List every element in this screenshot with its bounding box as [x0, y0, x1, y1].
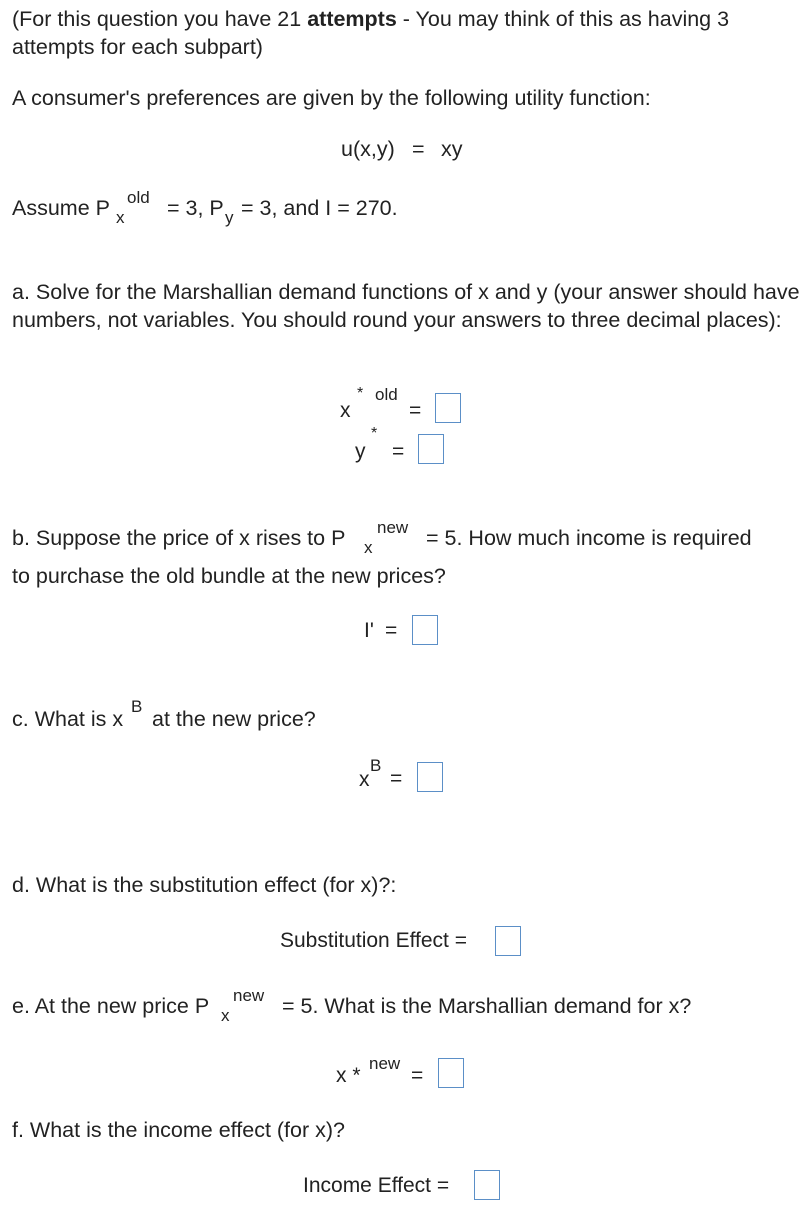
substitution-effect-input[interactable]	[495, 926, 521, 956]
part-a-x-equals: =	[409, 399, 422, 422]
intro-bold: attempts	[307, 7, 397, 31]
part-e-sup: new	[233, 986, 265, 1005]
x-star-old-input[interactable]	[435, 393, 461, 423]
part-a-text-content: a. Solve for the Marshallian demand functions of x and y (your answer should have numbers, not variables. You should round your answers to three decimal places):	[12, 280, 800, 332]
part-e-answer-equals: =	[411, 1064, 424, 1087]
part-e-text-2: = 5. What is the Marshallian demand for x?	[282, 994, 692, 1018]
part-e-answer-sup: new	[369, 1054, 401, 1073]
part-c-answer-symbol: x	[359, 768, 370, 791]
part-b-text-1: b. Suppose the price of x rises to P	[12, 526, 346, 550]
assume-px-sub: x	[116, 208, 125, 227]
part-e-sub: x	[221, 1006, 230, 1025]
part-c-answer-equals: =	[390, 767, 403, 790]
part-a-y-equals: =	[392, 440, 405, 463]
part-a-text	[12, 278, 802, 334]
intro-prefix: (For this question you have 21	[12, 7, 308, 31]
preferences-text: A consumer's preferences are given by the following utility function:	[12, 86, 651, 110]
part-b-answer-symbol: I'	[364, 619, 374, 642]
part-b-text-2: = 5. How much income is required	[426, 526, 752, 550]
utility-equals: =	[412, 137, 425, 161]
y-star-input[interactable]	[418, 434, 444, 464]
part-c-text-1: c. What is x	[12, 707, 124, 731]
part-f-text: f. What is the income effect (for x)?	[12, 1118, 345, 1142]
part-a-x-symbol: x	[340, 399, 351, 422]
part-a-y-star: *	[371, 425, 378, 442]
part-b-text-3: to purchase the old bundle at the new prices?	[12, 564, 446, 588]
part-e-text-1: e. At the new price P	[12, 994, 210, 1018]
part-c-answer-sup: B	[370, 756, 382, 775]
part-e-answer-symbol: x *	[336, 1064, 361, 1087]
part-a-y-symbol: y	[355, 440, 366, 463]
part-b-sub: x	[364, 538, 373, 557]
part-c-sup: B	[131, 697, 143, 716]
income-effect-input[interactable]	[474, 1170, 500, 1200]
x-star-new-input[interactable]	[438, 1058, 464, 1088]
part-a-x-star: *	[357, 385, 364, 402]
intro-text	[12, 5, 792, 61]
x-b-input[interactable]	[417, 762, 443, 792]
substitution-effect-label: Substitution Effect =	[280, 929, 467, 952]
assume-py-sub: y	[225, 208, 234, 227]
assume-px-sup: old	[127, 188, 150, 207]
intro-suffix: - You may think of this as having 3 attempts for each subpart)	[12, 7, 730, 59]
part-b-sup: new	[377, 518, 409, 537]
part-d-text: d. What is the substitution effect (for x)?:	[12, 873, 397, 897]
part-b-answer-equals: =	[385, 619, 398, 642]
utility-lhs: u(x,y)	[341, 137, 395, 161]
assume-px-value: = 3, P	[167, 196, 224, 220]
income-effect-label: Income Effect =	[303, 1174, 450, 1197]
assume-label: Assume P	[12, 196, 110, 220]
part-a-x-sup-old: old	[375, 385, 398, 404]
part-c-text-2: at the new price?	[152, 707, 316, 731]
assume-rest: = 3, and I = 270.	[241, 196, 398, 220]
income-required-input[interactable]	[412, 615, 438, 645]
utility-rhs: xy	[441, 137, 463, 161]
